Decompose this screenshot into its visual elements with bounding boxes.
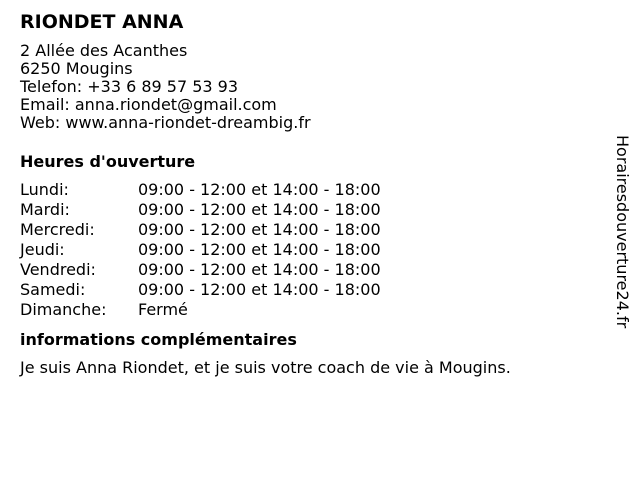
business-name: RIONDET ANNA (20, 11, 184, 33)
info-text: Je suis Anna Riondet, et je suis votre coach de vie à Mougins. (20, 358, 511, 377)
day-label: Mardi: (20, 200, 70, 219)
day-label: Dimanche: (20, 300, 107, 319)
hours-row-sunday (20, 300, 600, 320)
site-watermark: Horairesdouverture24.fr (613, 135, 632, 329)
day-label: Samedi: (20, 280, 86, 299)
hours-row-saturday (20, 280, 600, 300)
day-hours: 09:00 - 12:00 et 14:00 - 18:00 (138, 220, 381, 239)
address-line-street: 2 Allée des Acanthes (20, 41, 188, 60)
day-hours: 09:00 - 12:00 et 14:00 - 18:00 (138, 240, 381, 259)
day-label: Vendredi: (20, 260, 96, 279)
day-label: Mercredi: (20, 220, 95, 239)
day-hours: 09:00 - 12:00 et 14:00 - 18:00 (138, 280, 381, 299)
phone-line: Telefon: +33 6 89 57 53 93 (20, 77, 239, 96)
info-title: informations complémentaires (20, 330, 297, 349)
business-card (20, 10, 600, 378)
hours-table (20, 180, 600, 320)
hours-row-thursday (20, 240, 600, 260)
hours-title: Heures d'ouverture (20, 152, 196, 171)
day-hours: 09:00 - 12:00 et 14:00 - 18:00 (138, 260, 381, 279)
hours-row-tuesday (20, 200, 600, 220)
web-line: Web: www.anna-riondet-dreambig.fr (20, 113, 311, 132)
address-line-city: 6250 Mougins (20, 59, 133, 78)
day-hours: Fermé (138, 300, 188, 319)
contact-block (20, 42, 600, 132)
day-hours: 09:00 - 12:00 et 14:00 - 18:00 (138, 180, 381, 199)
day-label: Jeudi: (20, 240, 65, 259)
hours-row-friday (20, 260, 600, 280)
hours-row-wednesday (20, 220, 600, 240)
day-label: Lundi: (20, 180, 69, 199)
day-hours: 09:00 - 12:00 et 14:00 - 18:00 (138, 200, 381, 219)
email-line: Email: anna.riondet@gmail.com (20, 95, 277, 114)
hours-row-monday (20, 180, 600, 200)
